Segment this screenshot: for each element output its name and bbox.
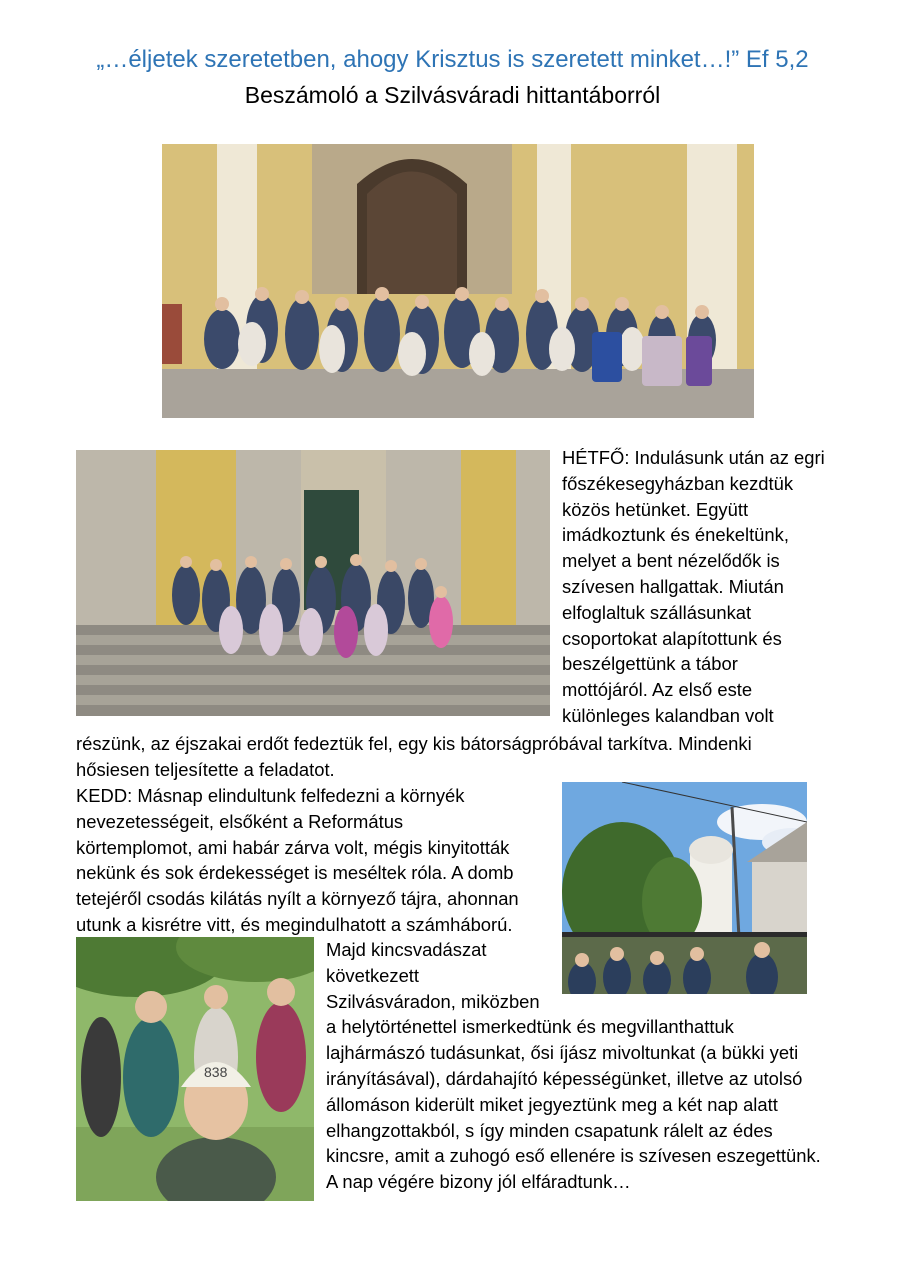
text-line: imádkoztunk és énekeltünk,	[562, 524, 789, 546]
text-line: hősiesen teljesítette a feladatot.	[76, 758, 335, 780]
text-line: körtemplomot, ami habár zárva volt, mégis kinyitották	[76, 836, 510, 858]
treasure-hunt-text	[326, 937, 821, 1195]
text-line: Szilvásváradon, miközben	[326, 990, 540, 1012]
page-subtitle: Beszámoló a Szilvásváradi hittantáborról	[244, 82, 661, 108]
page-title: „…éljetek szeretetben, ahogy Krisztus is szeretett minket…!” Ef 5,2	[96, 46, 809, 73]
group-photo-cathedral-steps	[76, 450, 550, 716]
text-line: nevezetességeit, elsőként a Református	[76, 810, 404, 832]
text-line: főszékesegyházban kezdtük	[562, 472, 794, 494]
text-line: Majd kincsvadászat	[326, 939, 487, 960]
group-photo-church-door	[162, 144, 754, 418]
text-line: a helytörténettel ismerkedtünk és megvillanthattuk	[326, 1016, 734, 1038]
text-line: elhangzottakból, s így minden csapatunk rálelt az édes	[326, 1119, 773, 1141]
cap-number: 838	[204, 1064, 228, 1080]
text-line: elfoglaltuk szállásunkat	[562, 601, 752, 623]
text-line: mottójáról. Az első este	[562, 679, 753, 701]
text-line: szívesen hallgattak. Miután	[562, 575, 784, 597]
text-line: különleges kalandban volt	[562, 704, 774, 726]
text-line: KEDD: Másnap elindultunk felfedezni a környék	[76, 785, 465, 806]
text-line: kincsre, amit a zuhogó eső ellenére is szívesen eszegettünk.	[326, 1145, 821, 1167]
text-line: részünk, az éjszakai erdőt fedeztük fel, egy kis bátorságpróbával tarkítva. Mindenki	[76, 733, 752, 754]
text-line: közös hetünket. Együtt	[562, 498, 749, 520]
text-line: A nap végére bizony jól elfáradtunk…	[326, 1171, 631, 1193]
text-line: utunk a kisrétre vitt, és megindulhatott a számháború.	[76, 913, 513, 935]
text-line: lajhármászó tudásunkat, ősi íjász mivoltunkat (a bükki yeti	[326, 1042, 799, 1064]
text-line: beszélgettünk a tábor	[562, 653, 738, 675]
text-line: következett	[326, 964, 420, 986]
text-line: nekünk és sok érdekességet is meséltek róla. A domb	[76, 862, 514, 884]
text-line: HÉTFŐ: Indulásunk után az egri	[562, 447, 825, 468]
monday-text-continued	[76, 731, 752, 783]
text-line: melyet a bent nézelődők is	[562, 550, 780, 572]
monday-text	[562, 445, 825, 729]
text-line: tetejéről csodás kilátás nyílt a környező tájra, ahonnan	[76, 888, 519, 910]
text-line: irányításával), dárdahajító képességünket, illetve az utolsó	[326, 1067, 803, 1089]
text-line: csoportokat alapítottunk és	[562, 627, 782, 649]
tuesday-text	[76, 783, 519, 938]
photo-children-treasure-hunt	[76, 937, 314, 1201]
text-line: állomáson kiderült miket jegyeztünk meg a két nap alatt	[326, 1093, 778, 1115]
